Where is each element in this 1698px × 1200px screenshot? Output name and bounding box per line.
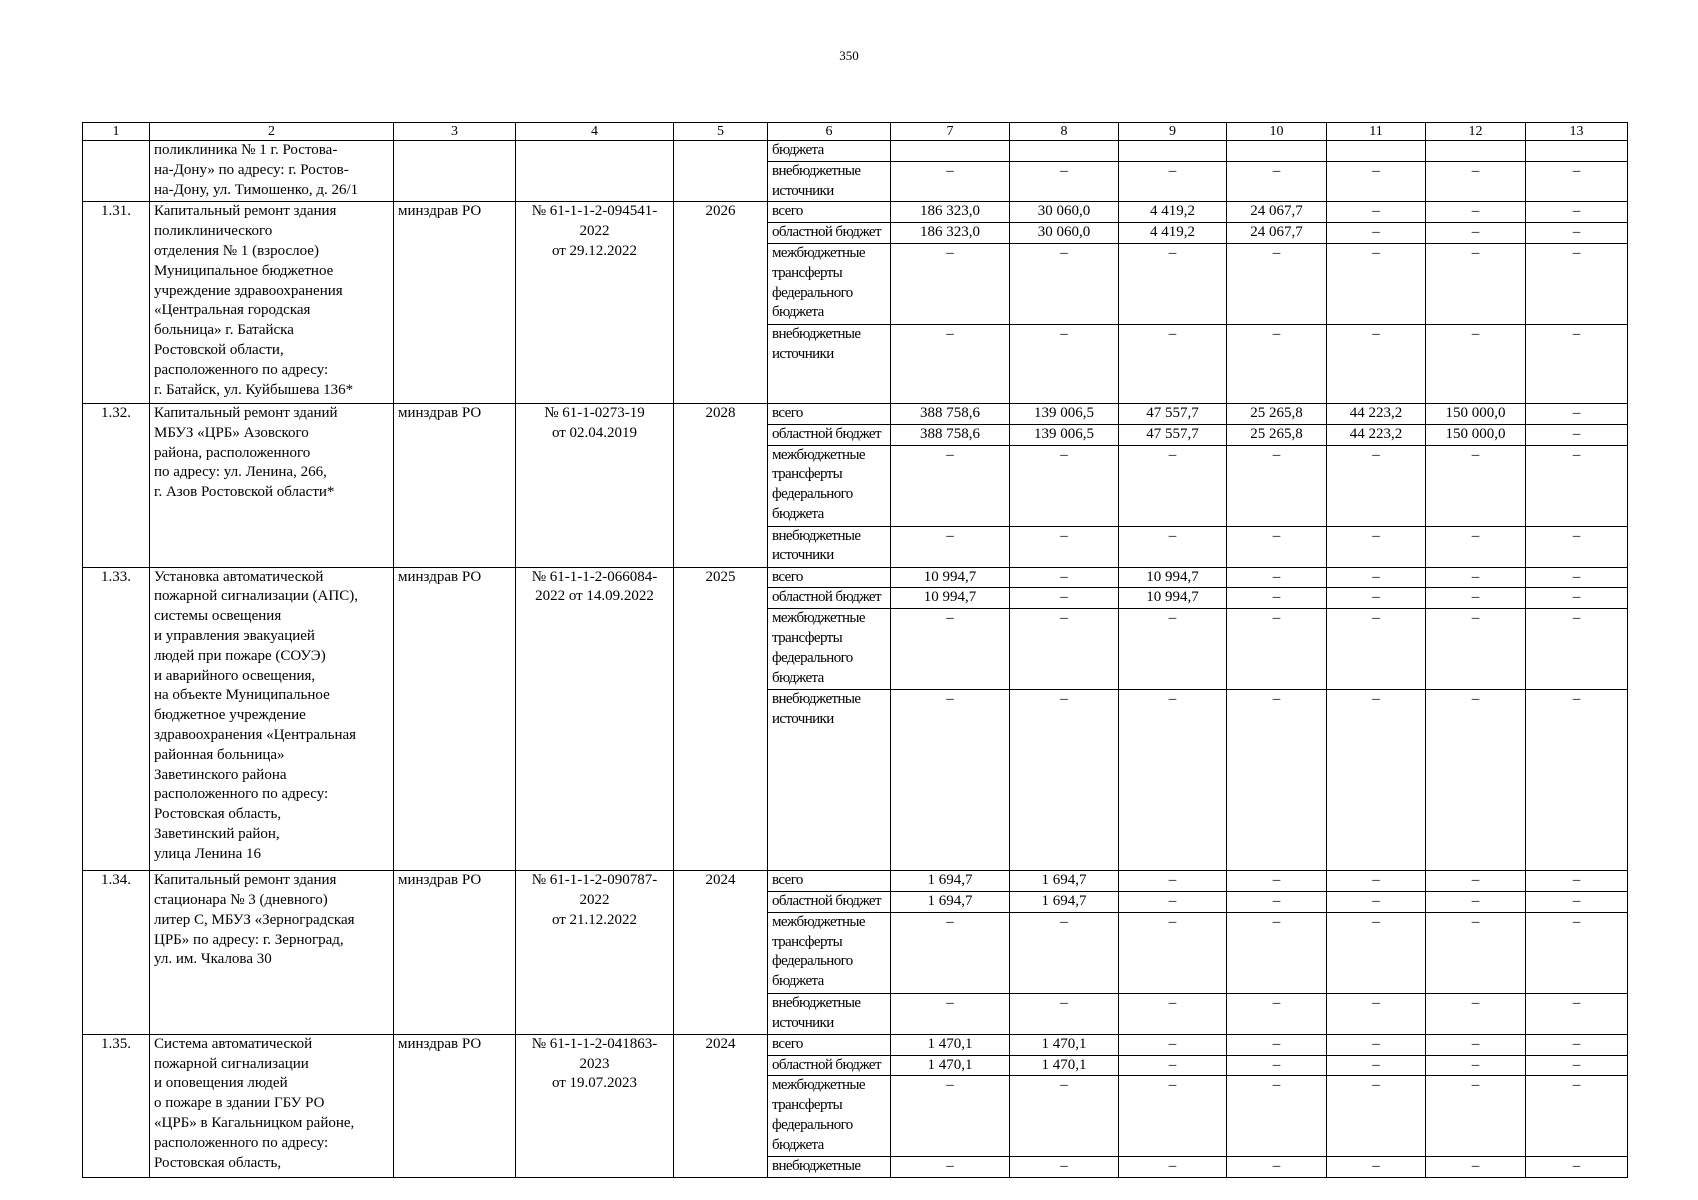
amount-cell: –: [1227, 1076, 1327, 1157]
amount-cell: –: [1426, 588, 1526, 609]
funding-source: всего: [768, 403, 891, 424]
amount-cell: –: [891, 445, 1010, 526]
amount-cell: 10 994,7: [1119, 567, 1227, 588]
amount-cell: –: [1119, 161, 1227, 202]
year: 2028: [674, 403, 768, 567]
year: 2025: [674, 567, 768, 871]
funding-source: бюджета: [768, 141, 891, 162]
amount-cell: –: [891, 993, 1010, 1034]
amount-cell: –: [1227, 690, 1327, 871]
amount-cell: –: [1526, 202, 1628, 223]
amount-cell: 388 758,6: [891, 424, 1010, 445]
amount-cell: –: [891, 912, 1010, 993]
amount-cell: 1 470,1: [1010, 1055, 1119, 1076]
column-header: 5: [674, 123, 768, 141]
executor: минздрав РО: [394, 567, 516, 871]
table-row: [83, 202, 1628, 223]
amount-cell: 10 994,7: [1119, 588, 1227, 609]
executor: минздрав РО: [394, 1034, 516, 1177]
amount-cell: –: [1010, 567, 1119, 588]
funding-source: внебюджетные источники: [768, 161, 891, 202]
amount-cell: –: [1119, 324, 1227, 403]
amount-cell: –: [1227, 445, 1327, 526]
amount-cell: –: [891, 324, 1010, 403]
amount-cell: –: [1526, 161, 1628, 202]
executor: минздрав РО: [394, 871, 516, 1035]
amount-cell: [1426, 141, 1526, 162]
amount-cell: –: [891, 243, 1010, 324]
amount-cell: –: [1327, 588, 1426, 609]
amount-cell: –: [1327, 1055, 1426, 1076]
amount-cell: 1 470,1: [891, 1034, 1010, 1055]
amount-cell: –: [1526, 891, 1628, 912]
amount-cell: –: [1526, 609, 1628, 690]
funding-source: областной бюджет: [768, 424, 891, 445]
year: [674, 141, 768, 202]
amount-cell: –: [1526, 912, 1628, 993]
amount-cell: –: [1426, 324, 1526, 403]
amount-cell: 1 694,7: [1010, 891, 1119, 912]
amount-cell: –: [1010, 445, 1119, 526]
amount-cell: –: [891, 609, 1010, 690]
year: 2024: [674, 871, 768, 1035]
amount-cell: –: [891, 1157, 1010, 1178]
amount-cell: –: [1327, 445, 1426, 526]
funding-source: областной бюджет: [768, 1055, 891, 1076]
amount-cell: –: [1227, 1034, 1327, 1055]
funding-source: внебюджетные: [768, 1157, 891, 1178]
row-number: 1.32.: [83, 403, 150, 567]
amount-cell: –: [1227, 891, 1327, 912]
funding-source: внебюджетные источники: [768, 690, 891, 871]
amount-cell: 1 694,7: [891, 871, 1010, 892]
amount-cell: –: [1327, 243, 1426, 324]
amount-cell: –: [1526, 223, 1628, 244]
amount-cell: 1 470,1: [891, 1055, 1010, 1076]
funding-source: всего: [768, 567, 891, 588]
row-number: 1.34.: [83, 871, 150, 1035]
amount-cell: –: [1426, 993, 1526, 1034]
funding-source: внебюджетные источники: [768, 324, 891, 403]
amount-cell: –: [1327, 1076, 1426, 1157]
amount-cell: 150 000,0: [1426, 403, 1526, 424]
object-name: Капитальный ремонт зданий МБУЗ «ЦРБ» Азовского района, расположенного по адресу: ул. Ленина, 266, г. Азов Ростовской области*: [150, 403, 394, 567]
table-row: [83, 1034, 1628, 1055]
amount-cell: –: [1010, 1076, 1119, 1157]
amount-cell: 30 060,0: [1010, 223, 1119, 244]
amount-cell: –: [1010, 912, 1119, 993]
amount-cell: –: [1327, 871, 1426, 892]
row-number: 1.35.: [83, 1034, 150, 1177]
amount-cell: 25 265,8: [1227, 424, 1327, 445]
amount-cell: –: [1227, 588, 1327, 609]
amount-cell: –: [1526, 403, 1628, 424]
amount-cell: 44 223,2: [1327, 424, 1426, 445]
amount-cell: [891, 141, 1010, 162]
amount-cell: –: [1526, 1076, 1628, 1157]
amount-cell: [1327, 141, 1426, 162]
amount-cell: 47 557,7: [1119, 424, 1227, 445]
amount-cell: –: [1227, 1055, 1327, 1076]
amount-cell: –: [1526, 424, 1628, 445]
column-header: 10: [1227, 123, 1327, 141]
amount-cell: –: [1010, 690, 1119, 871]
object-name: поликлиника № 1 г. Ростова- на-Дону» по адресу: г. Ростов- на-Дону, ул. Тимошенко, д. 26/1: [150, 141, 394, 202]
amount-cell: 139 006,5: [1010, 424, 1119, 445]
amount-cell: –: [1426, 1055, 1526, 1076]
amount-cell: –: [1426, 912, 1526, 993]
amount-cell: [1119, 141, 1227, 162]
column-header: 2: [150, 123, 394, 141]
amount-cell: –: [891, 161, 1010, 202]
amount-cell: –: [1526, 690, 1628, 871]
page-number: 350: [839, 48, 859, 63]
amount-cell: –: [1327, 567, 1426, 588]
executor: [394, 141, 516, 202]
amount-cell: –: [1010, 161, 1119, 202]
amount-cell: –: [1426, 223, 1526, 244]
amount-cell: –: [1426, 1034, 1526, 1055]
object-name: Капитальный ремонт здания стационара № 3 (дневного) литер С, МБУЗ «Зерноградская ЦРБ» по адресу: г. Зерноград, ул. им. Чкалова 30: [150, 871, 394, 1035]
amount-cell: –: [1327, 993, 1426, 1034]
amount-cell: –: [1526, 567, 1628, 588]
amount-cell: 1 694,7: [891, 891, 1010, 912]
funding-source: межбюджетные трансферты федерального бюджета: [768, 243, 891, 324]
amount-cell: –: [1426, 526, 1526, 567]
amount-cell: –: [1119, 445, 1227, 526]
amount-cell: –: [1327, 1157, 1426, 1178]
funding-source: всего: [768, 871, 891, 892]
amount-cell: –: [1327, 161, 1426, 202]
funding-source: межбюджетные трансферты федерального бюджета: [768, 912, 891, 993]
amount-cell: 150 000,0: [1426, 424, 1526, 445]
column-header: 12: [1426, 123, 1526, 141]
header-row: [83, 123, 1628, 141]
amount-cell: –: [1526, 1157, 1628, 1178]
amount-cell: –: [1119, 243, 1227, 324]
document-number: № 61-1-1-2-066084- 2022 от 14.09.2022: [516, 567, 674, 871]
amount-cell: 24 067,7: [1227, 223, 1327, 244]
amount-cell: –: [1119, 609, 1227, 690]
amount-cell: –: [1119, 690, 1227, 871]
amount-cell: –: [1010, 1157, 1119, 1178]
amount-cell: [1010, 141, 1119, 162]
amount-cell: 47 557,7: [1119, 403, 1227, 424]
amount-cell: –: [1227, 161, 1327, 202]
financing-table: [82, 122, 1628, 1178]
amount-cell: –: [1426, 891, 1526, 912]
amount-cell: –: [1227, 993, 1327, 1034]
document-number: № 61-1-1-2-041863- 2023 от 19.07.2023: [516, 1034, 674, 1177]
document-number: [516, 141, 674, 202]
amount-cell: –: [1119, 526, 1227, 567]
amount-cell: 1 470,1: [1010, 1034, 1119, 1055]
amount-cell: 139 006,5: [1010, 403, 1119, 424]
amount-cell: –: [1010, 324, 1119, 403]
amount-cell: –: [1526, 243, 1628, 324]
funding-source: областной бюджет: [768, 588, 891, 609]
funding-source: внебюджетные источники: [768, 526, 891, 567]
year: 2026: [674, 202, 768, 404]
amount-cell: –: [1526, 324, 1628, 403]
row-number: [83, 141, 150, 202]
amount-cell: 24 067,7: [1227, 202, 1327, 223]
amount-cell: –: [1526, 1055, 1628, 1076]
column-header: 3: [394, 123, 516, 141]
amount-cell: –: [1010, 609, 1119, 690]
column-header: 1: [83, 123, 150, 141]
executor: минздрав РО: [394, 202, 516, 404]
column-header: 9: [1119, 123, 1227, 141]
year: 2024: [674, 1034, 768, 1177]
amount-cell: –: [1526, 526, 1628, 567]
object-name: Система автоматической пожарной сигнализации и оповещения людей о пожаре в здании ГБУ РО «ЦРБ» в Кагальницком районе, расположенного по адресу: Ростовская область,: [150, 1034, 394, 1177]
amount-cell: [1227, 141, 1327, 162]
amount-cell: –: [1327, 1034, 1426, 1055]
funding-source: межбюджетные трансферты федерального бюджета: [768, 445, 891, 526]
column-header: 8: [1010, 123, 1119, 141]
amount-cell: –: [1119, 891, 1227, 912]
funding-source: межбюджетные трансферты федерального бюджета: [768, 609, 891, 690]
amount-cell: [1526, 141, 1628, 162]
amount-cell: –: [1426, 243, 1526, 324]
amount-cell: –: [1119, 1076, 1227, 1157]
amount-cell: –: [1426, 1076, 1526, 1157]
table-row: [83, 141, 1628, 162]
amount-cell: 4 419,2: [1119, 202, 1227, 223]
amount-cell: 1 694,7: [1010, 871, 1119, 892]
row-number: 1.33.: [83, 567, 150, 871]
amount-cell: –: [1010, 993, 1119, 1034]
amount-cell: –: [1327, 202, 1426, 223]
amount-cell: –: [891, 690, 1010, 871]
document-number: № 61-1-1-2-090787- 2022 от 21.12.2022: [516, 871, 674, 1035]
amount-cell: –: [1119, 912, 1227, 993]
table-row: [83, 871, 1628, 892]
amount-cell: –: [1227, 567, 1327, 588]
amount-cell: –: [1426, 567, 1526, 588]
amount-cell: 186 323,0: [891, 202, 1010, 223]
amount-cell: –: [1119, 1157, 1227, 1178]
amount-cell: –: [1327, 609, 1426, 690]
amount-cell: 388 758,6: [891, 403, 1010, 424]
amount-cell: –: [1119, 993, 1227, 1034]
funding-source: внебюджетные источники: [768, 993, 891, 1034]
amount-cell: –: [1526, 871, 1628, 892]
amount-cell: –: [1327, 526, 1426, 567]
funding-source: всего: [768, 202, 891, 223]
amount-cell: –: [1227, 912, 1327, 993]
funding-source: областной бюджет: [768, 223, 891, 244]
amount-cell: 10 994,7: [891, 567, 1010, 588]
amount-cell: –: [1327, 912, 1426, 993]
table-body: [83, 123, 1628, 1178]
amount-cell: 10 994,7: [891, 588, 1010, 609]
amount-cell: 186 323,0: [891, 223, 1010, 244]
table-row: [83, 567, 1628, 588]
amount-cell: –: [1426, 609, 1526, 690]
column-header: 13: [1526, 123, 1628, 141]
document-number: № 61-1-1-2-094541- 2022 от 29.12.2022: [516, 202, 674, 404]
amount-cell: –: [1010, 588, 1119, 609]
amount-cell: –: [1426, 161, 1526, 202]
amount-cell: –: [1426, 1157, 1526, 1178]
amount-cell: –: [1227, 324, 1327, 403]
amount-cell: –: [1227, 871, 1327, 892]
amount-cell: –: [1227, 609, 1327, 690]
row-number: 1.31.: [83, 202, 150, 404]
amount-cell: –: [1119, 871, 1227, 892]
column-header: 4: [516, 123, 674, 141]
amount-cell: –: [1010, 526, 1119, 567]
executor: минздрав РО: [394, 403, 516, 567]
amount-cell: –: [1010, 243, 1119, 324]
amount-cell: –: [1119, 1034, 1227, 1055]
amount-cell: –: [1327, 891, 1426, 912]
amount-cell: –: [1426, 690, 1526, 871]
amount-cell: –: [1327, 690, 1426, 871]
funding-source: всего: [768, 1034, 891, 1055]
amount-cell: –: [1426, 871, 1526, 892]
amount-cell: –: [891, 1076, 1010, 1157]
amount-cell: –: [1119, 1055, 1227, 1076]
amount-cell: –: [1526, 1034, 1628, 1055]
amount-cell: –: [891, 526, 1010, 567]
amount-cell: –: [1227, 243, 1327, 324]
amount-cell: –: [1327, 324, 1426, 403]
column-header: 7: [891, 123, 1010, 141]
amount-cell: –: [1526, 993, 1628, 1034]
amount-cell: –: [1426, 202, 1526, 223]
object-name: Установка автоматической пожарной сигнализации (АПС), системы освещения и управления эвакуацией людей при пожаре (СОУЭ) и аварийного освещения, на объекте Муниципальное бюджетное учреждение здравоохранения «Центральная районная больница» Заветинского района расположенного по адресу: Ростовская область, Заветинский район, улица Ленина 16: [150, 567, 394, 871]
column-header: 6: [768, 123, 891, 141]
amount-cell: 30 060,0: [1010, 202, 1119, 223]
funding-source: межбюджетные трансферты федерального бюджета: [768, 1076, 891, 1157]
table-row: [83, 403, 1628, 424]
amount-cell: 4 419,2: [1119, 223, 1227, 244]
column-header: 11: [1327, 123, 1426, 141]
object-name: Капитальный ремонт здания поликлинического отделения № 1 (взрослое) Муниципальное бюджетное учреждение здравоохранения «Центральная городская больница» г. Батайска Ростовской области, расположенного по адресу: г. Батайск, ул. Куйбышева 136*: [150, 202, 394, 404]
amount-cell: –: [1327, 223, 1426, 244]
amount-cell: –: [1227, 526, 1327, 567]
amount-cell: –: [1426, 445, 1526, 526]
funding-source: областной бюджет: [768, 891, 891, 912]
amount-cell: –: [1227, 1157, 1327, 1178]
document-number: № 61-1-0273-19 от 02.04.2019: [516, 403, 674, 567]
amount-cell: 25 265,8: [1227, 403, 1327, 424]
amount-cell: 44 223,2: [1327, 403, 1426, 424]
amount-cell: –: [1526, 588, 1628, 609]
amount-cell: –: [1526, 445, 1628, 526]
